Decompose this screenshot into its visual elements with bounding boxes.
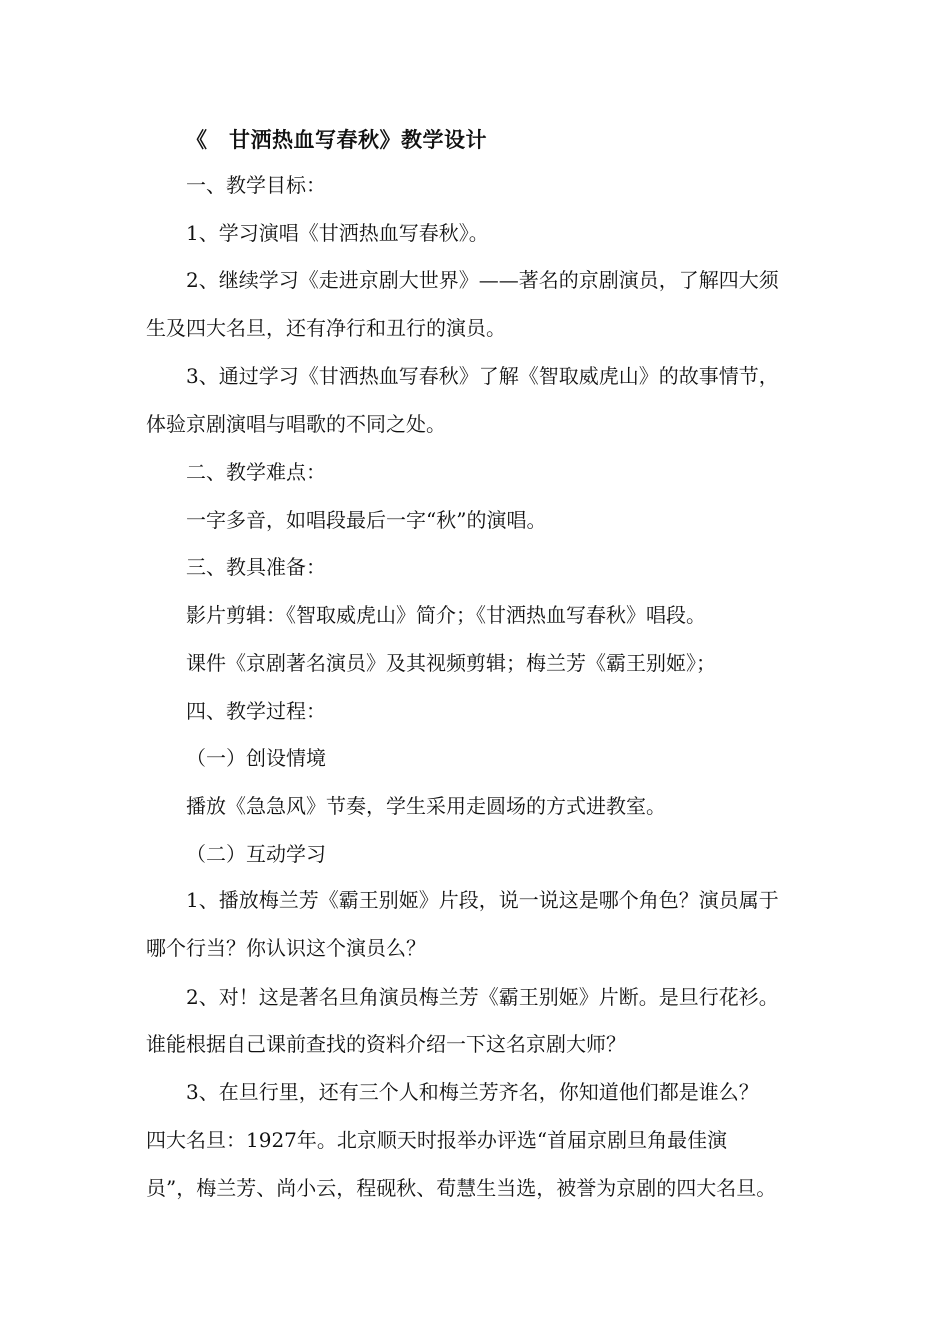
- paragraph-line: 播放《急急风》节奏，学生采用走圆场的方式进教室。: [186, 794, 666, 818]
- paragraph-line: 课件《京剧著名演员》及其视频剪辑；梅兰芳《霸王别姬》；: [186, 651, 716, 675]
- paragraph-line: 谁能根据自己课前查找的资料介绍一下这名京剧大师？: [146, 1032, 626, 1056]
- document-title: 《 甘洒热血写春秋》教学设计: [186, 127, 487, 152]
- paragraph-line: 员”，梅兰芳、尚小云，程砚秋、荀慧生当选，被誉为京剧的四大名旦。: [146, 1176, 777, 1200]
- paragraph-line: 2、对！这是著名旦角演员梅兰芳《霸王别姬》片断。是旦行花衫。: [186, 985, 779, 1009]
- paragraph-line: 1、播放梅兰芳《霸王别姬》片段，说一说这是哪个角色？演员属于: [186, 888, 779, 912]
- paragraph-line: 1、学习演唱《甘洒热血写春秋》。: [186, 221, 489, 245]
- section-heading-process: 四、教学过程：: [186, 699, 326, 723]
- paragraph-line: 哪个行当？你认识这个演员么？: [146, 936, 426, 960]
- paragraph-line: 3、通过学习《甘洒热血写春秋》了解《智取威虎山》的故事情节，: [186, 364, 779, 388]
- subsection-heading: （二）互动学习: [186, 842, 326, 866]
- paragraph-line: 3、在旦行里，还有三个人和梅兰芳齐名，你知道他们都是谁么？: [186, 1080, 759, 1104]
- section-heading-difficulties: 二、教学难点：: [186, 460, 326, 484]
- section-heading-objectives: 一、教学目标：: [186, 173, 326, 197]
- paragraph-line: 四大名旦：1927年。北京顺天时报举办评选“首届京剧旦角最佳演: [146, 1128, 728, 1152]
- paragraph-line: 一字多音，如唱段最后一字“秋”的演唱。: [186, 508, 547, 532]
- section-heading-materials: 三、教具准备：: [186, 555, 326, 579]
- subsection-heading: （一）创设情境: [186, 746, 326, 770]
- paragraph-line: 影片剪辑：《智取威虎山》简介；《甘洒热血写春秋》唱段。: [186, 603, 706, 627]
- paragraph-line: 生及四大名旦，还有净行和丑行的演员。: [146, 316, 506, 340]
- paragraph-line: 2、继续学习《走进京剧大世界》——著名的京剧演员，了解四大须: [186, 268, 779, 292]
- paragraph-line: 体验京剧演唱与唱歌的不同之处。: [146, 412, 446, 436]
